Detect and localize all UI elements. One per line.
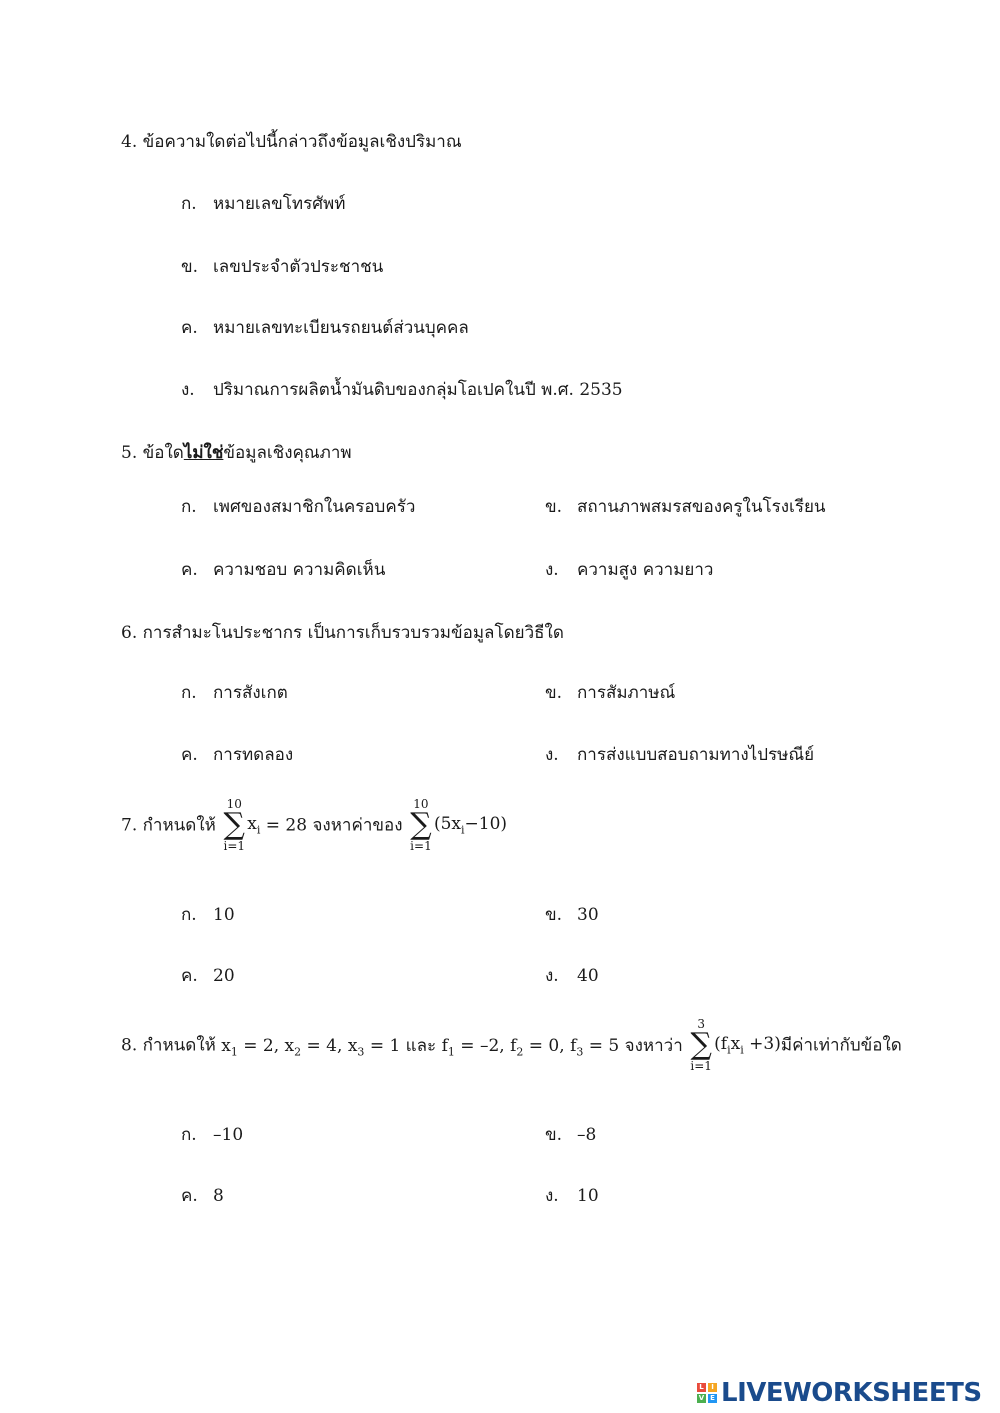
- var-x: x: [221, 1035, 231, 1056]
- option-text: หมายเลขโทรศัพท์: [213, 194, 346, 214]
- sum-upper-limit: 3: [697, 1017, 705, 1031]
- subscript: 2: [516, 1044, 524, 1058]
- logo-mark-e: E: [708, 1394, 717, 1403]
- q8-option-b[interactable]: [545, 1121, 596, 1148]
- sigma-icon: ∑: [690, 1027, 712, 1062]
- q8-option-a[interactable]: [181, 1121, 243, 1148]
- option-text: 8: [213, 1186, 224, 1206]
- subscript: 3: [357, 1044, 365, 1058]
- sum-lower-limit: i=1: [223, 839, 246, 853]
- value: = 0,: [528, 1035, 565, 1056]
- option-label: ง.: [545, 560, 559, 580]
- option-label: ง.: [545, 1186, 559, 1206]
- option-text: เลขประจำตัวประชาชน: [213, 257, 384, 277]
- summation-1: [221, 798, 247, 852]
- term-close: +3): [749, 1033, 781, 1054]
- q4-option-a[interactable]: [181, 190, 345, 217]
- logo-mark-i: I: [708, 1383, 717, 1392]
- q6-option-d[interactable]: [545, 741, 814, 768]
- option-label: ค.: [181, 560, 198, 580]
- option-text: การสังเกต: [213, 683, 288, 703]
- value: = 1 และ: [369, 1035, 437, 1056]
- option-text: การทดลอง: [213, 745, 294, 765]
- question-7: [121, 798, 507, 852]
- option-text: เพศของสมาชิกในครอบครัว: [213, 497, 416, 517]
- q6-option-b[interactable]: [545, 679, 675, 706]
- option-text: ความชอบ ความคิดเห็น: [213, 560, 386, 580]
- option-text: –8: [577, 1125, 597, 1145]
- value: = 4,: [306, 1035, 343, 1056]
- option-label: ก.: [181, 683, 197, 703]
- option-label: ค.: [181, 1186, 198, 1206]
- option-label: ข.: [181, 257, 199, 277]
- var-f: f: [510, 1035, 517, 1056]
- option-text: 10: [213, 905, 235, 925]
- sum-lower-limit: i=1: [410, 839, 432, 853]
- logo-mark-icon: [697, 1383, 717, 1403]
- q5-option-b[interactable]: [545, 493, 826, 520]
- sigma-icon: ∑: [223, 807, 245, 842]
- q8-term: [714, 1033, 781, 1057]
- q8-option-c[interactable]: [181, 1182, 224, 1209]
- q5-option-d[interactable]: [545, 556, 713, 583]
- sum-upper-limit: 10: [226, 797, 242, 811]
- subscript: 3: [576, 1044, 584, 1058]
- option-text: ความสูง ความยาว: [577, 560, 714, 580]
- option-text: การสัมภาษณ์: [577, 683, 676, 703]
- question-5: [121, 439, 352, 466]
- q7-option-b[interactable]: [545, 901, 599, 928]
- q7-term-2: [433, 813, 508, 837]
- value: = –2,: [460, 1035, 505, 1056]
- option-label: ก.: [181, 497, 197, 517]
- liveworksheets-logo[interactable]: [697, 1378, 982, 1408]
- option-text: การส่งแบบสอบถามทางไปรษณีย์: [577, 745, 815, 765]
- q4-option-c[interactable]: [181, 314, 469, 341]
- subscript: i: [460, 823, 465, 837]
- term-open: (f: [714, 1033, 728, 1054]
- value: = 5 จงหาว่า: [588, 1035, 683, 1056]
- var-x: x: [730, 1033, 741, 1054]
- q7-term-1: [247, 813, 261, 837]
- subscript: 1: [230, 1044, 238, 1058]
- q5-option-c[interactable]: [181, 556, 385, 583]
- option-text: –10: [213, 1125, 244, 1145]
- option-label: ง.: [545, 745, 559, 765]
- option-text: 10: [577, 1186, 599, 1206]
- var-f: f: [570, 1035, 577, 1056]
- option-label: ข.: [545, 905, 563, 925]
- question-8: [121, 1018, 902, 1072]
- option-label: ค.: [181, 745, 198, 765]
- option-label: ง.: [181, 380, 195, 400]
- subscript: 1: [447, 1044, 455, 1058]
- sigma-icon: ∑: [410, 807, 432, 842]
- q7-option-a[interactable]: [181, 901, 235, 928]
- subscript: i: [740, 1043, 744, 1057]
- question-4: 4. ข้อความใดต่อไปนี้กล่าวถึงข้อมูลเชิงปริมาณ: [121, 132, 462, 152]
- q8-suffix: มีค่าเท่ากับข้อใด: [780, 1035, 902, 1056]
- option-label: ค.: [181, 966, 198, 986]
- question-6: 6. การสำมะโนประชากร เป็นการเก็บรวบรวมข้อมูลโดยวิธีใด: [121, 623, 564, 643]
- option-text: หมายเลขทะเบียนรถยนต์ส่วนบุคคล: [213, 318, 469, 338]
- term-close: −10): [464, 813, 508, 834]
- option-text: 20: [213, 966, 235, 986]
- q5-emphasis: ไม่ใช่: [183, 443, 224, 463]
- q5-option-a[interactable]: [181, 493, 415, 520]
- option-text: 30: [577, 905, 599, 925]
- option-label: ก.: [181, 905, 197, 925]
- summation-3: [688, 1018, 714, 1072]
- option-text: ปริมาณการผลิตน้ำมันดิบของกลุ่มโอเปคในปี พ.ศ. 2535: [213, 380, 623, 400]
- var-f: f: [441, 1035, 448, 1056]
- option-text: 40: [577, 966, 599, 986]
- q5-suffix: ข้อมูลเชิงคุณภาพ: [223, 443, 352, 463]
- option-label: ข.: [545, 497, 563, 517]
- var-x: x: [347, 1035, 358, 1056]
- q8-prefix: 8. กำหนดให้: [121, 1035, 216, 1056]
- sum-upper-limit: 10: [413, 797, 429, 811]
- logo-mark-l: L: [697, 1383, 706, 1392]
- var-x: x: [247, 813, 257, 834]
- logo-mark-v: V: [698, 1394, 705, 1402]
- option-text: สถานภาพสมรสของครูในโรงเรียน: [577, 497, 826, 517]
- q5-prefix: 5. ข้อใด: [121, 443, 184, 463]
- q7-middle: = 28 จงหาค่าของ: [265, 815, 403, 836]
- option-label: ง.: [545, 966, 559, 986]
- value: = 2,: [243, 1035, 280, 1056]
- q8-option-d[interactable]: [545, 1182, 599, 1209]
- subscript: i: [727, 1043, 731, 1057]
- q8-given: [221, 1036, 683, 1056]
- q7-option-d[interactable]: [545, 962, 599, 989]
- option-label: ข.: [545, 1125, 563, 1145]
- q6-option-a[interactable]: [181, 679, 288, 706]
- logo-text: LIVEWORKSHEETS: [721, 1378, 982, 1408]
- sum-lower-limit: i=1: [690, 1059, 712, 1073]
- option-label: ข.: [545, 683, 563, 703]
- var-x: x: [284, 1035, 295, 1056]
- term-open: (5x: [433, 813, 461, 834]
- q4-option-d[interactable]: [181, 376, 623, 403]
- summation-2: [408, 798, 434, 852]
- subscript: 2: [294, 1044, 302, 1058]
- q6-option-c[interactable]: [181, 741, 293, 768]
- option-label: ค.: [181, 318, 198, 338]
- q4-option-b[interactable]: [181, 253, 383, 280]
- q7-prefix: 7. กำหนดให้: [121, 815, 216, 836]
- option-label: ก.: [181, 1125, 197, 1145]
- subscript: i: [256, 823, 261, 837]
- option-label: ก.: [181, 194, 197, 214]
- q7-option-c[interactable]: [181, 962, 235, 989]
